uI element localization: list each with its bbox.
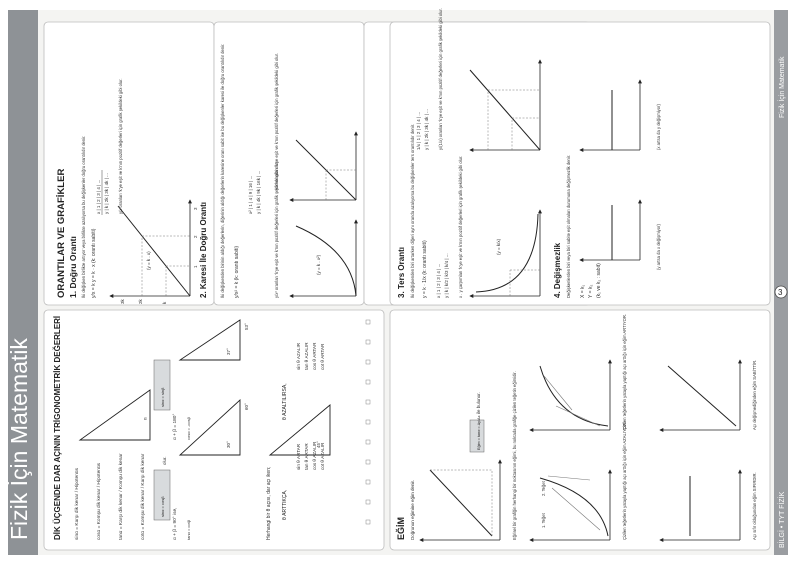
trig-tan: tanα = Karşı dik kenar / Komşu dik kenar bbox=[119, 453, 124, 540]
tangent1-label: 1. Teğet bbox=[541, 513, 546, 528]
trig-increase-label: θ ARTTIKÇA, bbox=[282, 489, 288, 520]
direct-heading: 1. Doğru Orantı bbox=[68, 236, 78, 298]
footer-left: BİLGİ • TYT FİZİK bbox=[779, 491, 786, 548]
svg-text:α: α bbox=[144, 416, 147, 421]
angle-37: 37° bbox=[226, 348, 231, 355]
inverse-heading: 3. Ters Orantı bbox=[397, 247, 406, 298]
panel-trig bbox=[44, 310, 384, 550]
constant-eq3: (k₁ ve k₂ : sabit) bbox=[596, 263, 602, 298]
trig-decrease-sin: sin θ AZALIR bbox=[296, 342, 301, 370]
square-note-1: y/x² oranları 'k'ye eşit ve k'nın pozitif değerleri için grafik şekildeki gibi olur. bbox=[274, 161, 279, 298]
direct-formula: y/x = k y = k · x (k: orantı sabiti) bbox=[91, 228, 97, 298]
direct-xtick-1: 1 bbox=[193, 265, 198, 268]
identity-1: sinα = cosβ bbox=[160, 496, 165, 517]
reciprocal-table-y: y | k | 2k | 3k | 4k | ... bbox=[424, 109, 429, 150]
reciprocal-note: y/(1/x) oranları 'k'ye eşit ve k'nın pozitif değerleri için grafik şekildeki gibi olur. bbox=[438, 8, 443, 150]
page-number: 3 bbox=[778, 288, 783, 297]
inverse-table-x: x | 1 | 2 | 3 | 4 | ... bbox=[436, 263, 441, 298]
inverse-note: x . y çarpımları 'k'ye eşit ve k'nın pozitif değerleri için grafik şekildeki gibi olur. bbox=[458, 155, 463, 298]
direct-ytick-3: 3k bbox=[120, 299, 125, 304]
constant-caption-1: (y artsa da x değişmiyor) bbox=[656, 224, 661, 270]
direct-table-x: x | 1 | 2 | 3 | 4 | ... bbox=[96, 179, 101, 214]
slope-title: EĞİM bbox=[396, 516, 406, 540]
square-note-2: y/x² oranları 'k'ye eşit ve k'nın pozitif değerleri için grafik şekildeki gibi olur. bbox=[274, 53, 279, 190]
square-table-y: y | k | 4k | 9k | 16k | ... bbox=[256, 170, 261, 214]
section-title-proportions: ORANTILAR VE GRAFİKLER bbox=[56, 168, 67, 298]
trig-cot: cotα = Komşu dik kenar / Karşı dik kenar bbox=[141, 453, 146, 540]
direct-ytick-1: k bbox=[162, 301, 167, 304]
square-formula: y/x² = k (k: orantı sabiti) bbox=[234, 245, 240, 298]
trig-title: DİK ÜÇGENDE DAR AÇININ TRİGONOMETRİK DEĞERLERİ bbox=[53, 315, 62, 540]
direct-graph-label: (y = k . x) bbox=[146, 251, 151, 270]
inverse-formula: y = k · 1/x (k: orantı sabiti) bbox=[422, 240, 428, 298]
trig-increase-tan: tan θ ARTAR bbox=[304, 443, 309, 470]
trig-sin: sinα = Karşı dik kenar / Hipotenüs bbox=[75, 468, 80, 540]
direct-ytick-2: 2k bbox=[138, 299, 143, 304]
constant-heading: 4. Değişmezlik bbox=[553, 242, 562, 298]
trig-increase-cot: cot θ AZALIR bbox=[320, 442, 325, 470]
direct-table-y: y | k | 2k | 3k | 4k | ... bbox=[104, 173, 109, 214]
slope-increasing-note: Çizilen teğetlerin yatayla yaptığı açı arttığı için eğim ARTIYOR. bbox=[622, 313, 627, 430]
inverse-desc: İki değişkenden biri artarken diğeri aynı oranda azalıyorsa bu değişkenler ters orantılıdır denir. bbox=[410, 123, 415, 298]
angle-30: 30° bbox=[226, 441, 231, 448]
trig-decrease-tan: tan θ AZALIR bbox=[304, 342, 309, 370]
trig-increase-sin: sin θ ARTAR bbox=[296, 443, 301, 470]
constant-desc: Değişkenlerden biri veya biri sabite eşit olmaları durumuna değişmezlik denir. bbox=[566, 154, 571, 298]
constant-eq1: X = k₁ bbox=[580, 284, 586, 298]
inverse-graph-label: (y = k/x) bbox=[496, 238, 501, 255]
direct-note: y/x oranları 'k'ye eşit ve k'nın pozitif değerleri için grafik şekildeki gibi olur. bbox=[118, 78, 123, 214]
identity-tan: tanα = cotβ bbox=[186, 519, 191, 540]
square-desc: İki değişkenden birinin aldığı değerlerin, diğerinin aldığı değerlerin karesine oranı sabit ise bu değişkenler karesi ile doğru orantılıdır denir. bbox=[220, 43, 225, 298]
angle-53: 53° bbox=[244, 323, 249, 330]
direct-xtick-3: 3 bbox=[193, 207, 198, 210]
square-heading: 2. Karesi İle Doğru Orantı bbox=[199, 201, 208, 298]
square-graph-label: (y = k . x²) bbox=[316, 254, 321, 275]
slope-word: ile bulunur. bbox=[476, 392, 481, 414]
inverse-table-y: y | k | k/2 | k/3 | k/4 | ... bbox=[444, 253, 449, 298]
direct-desc: İki değişken birlikte artıyor veya birlikte azalıyorsa bu değişkenler doğru orantılıdır denir. bbox=[81, 135, 86, 298]
page-title: Fizik İçin Matematik bbox=[6, 338, 32, 540]
trig-olur: olur. bbox=[162, 456, 167, 465]
angle-45: 45° bbox=[316, 441, 321, 448]
tangent2-label: 2. Teğet bbox=[541, 481, 546, 496]
trig-sum-note-2: α + β = 180° bbox=[173, 413, 178, 440]
trig-decrease-label: θ AZALTILIRSA, bbox=[282, 383, 288, 420]
slope-decreasing-note: Çizilen teğetlerin yatayla yaptığı açı arttığı için eğim AZALIYOR. bbox=[622, 421, 627, 540]
slope-zero-note: Açı sıfır olduğundan eğim SIFIRDIR. bbox=[752, 472, 757, 540]
trig-sum-note: α + β = 90° ise, bbox=[173, 507, 178, 540]
angle-60: 60° bbox=[244, 403, 249, 410]
trig-decrease-cos: cos θ ARTAR bbox=[312, 342, 317, 370]
constant-eq2: Y = k₂ bbox=[588, 284, 594, 298]
slope-formula-box bbox=[470, 415, 484, 452]
trig-decrease-cot: cot θ ARTAR bbox=[320, 343, 325, 370]
slope-constant-note: Açı değişmediğinden eğim SABİTTİR. bbox=[752, 359, 757, 430]
identity-cos: cosα = -cosβ bbox=[186, 417, 191, 440]
trig-cos: cosα = Komşu dik kenar / Hipotenüs bbox=[97, 462, 102, 540]
trig-increase-cos: cos θ AZALIR bbox=[312, 441, 317, 470]
identity-2: sinα = sinβ bbox=[160, 387, 165, 407]
slope-desc: Doğrunun eğimine eğim denir. bbox=[410, 479, 415, 540]
constant-caption-2: (x artsa da y değişmiyor) bbox=[656, 104, 661, 150]
square-table-x: x² | 1 | 4 | 9 | 16 | ... bbox=[248, 175, 253, 214]
slope-formula: Eğim = tanα = Δy/Δx bbox=[477, 415, 481, 450]
trig-bullet-head: Herhangi bir θ açısı, dar açı iken; bbox=[266, 466, 272, 540]
slope-curve-note: Eğrisel bir grafiğin herhangi bir noktasının eğimi, bu noktada grafiğe çizilen teğetin eğimidir. bbox=[512, 371, 517, 540]
footer-right: Fizik İçin Matematik bbox=[779, 56, 786, 118]
direct-xtick-2: 2 bbox=[193, 235, 198, 238]
reciprocal-table-x: 1/x | 1 | 2 | 3 | 4 | ... bbox=[416, 111, 421, 150]
